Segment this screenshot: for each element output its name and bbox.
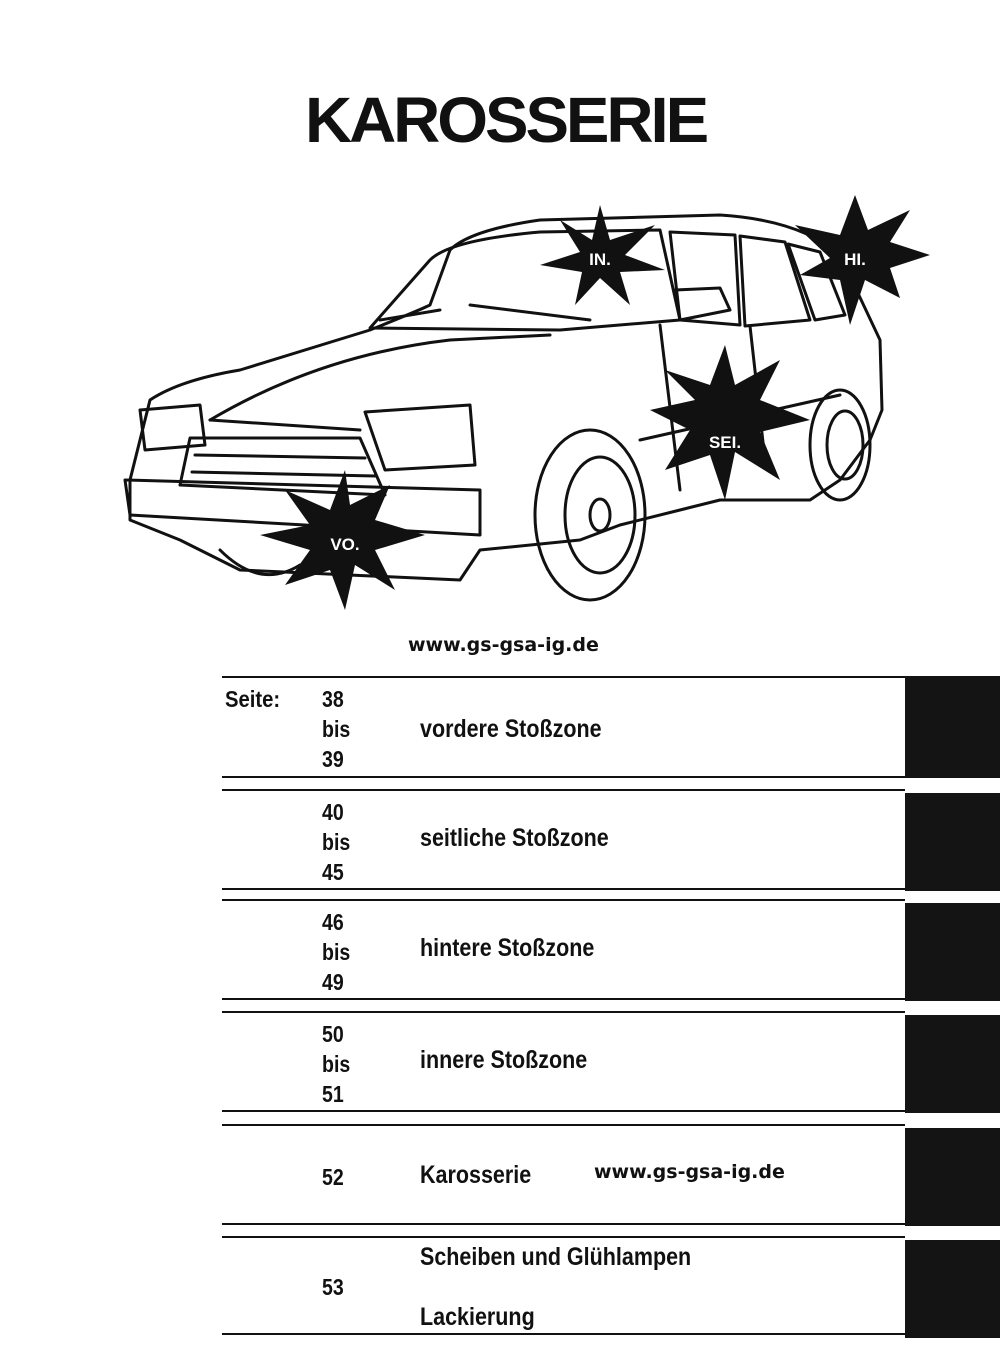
page-to: 51 bbox=[322, 1081, 344, 1107]
divider bbox=[222, 1236, 905, 1238]
page-number: 52 bbox=[322, 1164, 344, 1190]
car-illustration bbox=[120, 180, 940, 630]
divider bbox=[222, 1124, 905, 1126]
index-section-1 bbox=[0, 676, 1000, 780]
website-url: www.gs-gsa-ig.de bbox=[408, 634, 599, 656]
starburst-side bbox=[650, 345, 810, 500]
index-tab bbox=[905, 1128, 1000, 1226]
section-label: hintere Stoßzone bbox=[420, 934, 595, 962]
page-to: 49 bbox=[322, 969, 344, 995]
divider bbox=[222, 888, 905, 890]
zone-label-interior: IN. bbox=[589, 250, 611, 269]
page-number: 53 bbox=[322, 1274, 344, 1300]
page-from: 46 bbox=[322, 909, 344, 935]
bis-text: bis bbox=[322, 939, 351, 965]
zone-label-front: VO. bbox=[330, 535, 360, 554]
section-label-secondary: Lackierung bbox=[420, 1303, 535, 1331]
page-from: 38 bbox=[322, 686, 344, 712]
zone-label-side: SEI. bbox=[708, 433, 742, 452]
divider bbox=[222, 776, 905, 778]
index-tab bbox=[905, 903, 1000, 1001]
page-range bbox=[322, 907, 350, 997]
index-tab bbox=[905, 1240, 1000, 1338]
page-from: 50 bbox=[322, 1021, 344, 1047]
section-label: seitliche Stoßzone bbox=[420, 824, 609, 852]
index-tab bbox=[905, 793, 1000, 891]
website-url-inline: www.gs-gsa-ig.de bbox=[594, 1161, 785, 1183]
divider bbox=[222, 899, 905, 901]
divider bbox=[222, 1011, 905, 1013]
page-to: 45 bbox=[322, 859, 344, 885]
section-label: vordere Stoßzone bbox=[420, 715, 602, 743]
bis-text: bis bbox=[322, 1051, 351, 1077]
index-section-4 bbox=[0, 1011, 1000, 1115]
page-from: 40 bbox=[322, 799, 344, 825]
page-range bbox=[322, 684, 350, 774]
section-label: Karosserie bbox=[420, 1161, 532, 1189]
divider bbox=[222, 1110, 905, 1112]
page-range bbox=[322, 1019, 350, 1109]
index-tab bbox=[905, 1015, 1000, 1113]
page-title: KAROSSERIE bbox=[305, 84, 707, 156]
index-section-5 bbox=[0, 1124, 1000, 1228]
divider bbox=[222, 1333, 905, 1335]
index-section-2 bbox=[0, 789, 1000, 893]
divider bbox=[222, 789, 905, 791]
zone-label-rear: HI. bbox=[844, 250, 866, 269]
index-section-6 bbox=[0, 1236, 1000, 1340]
page-range bbox=[322, 797, 350, 887]
index-tab bbox=[905, 676, 1000, 778]
index-section-3 bbox=[0, 899, 1000, 1003]
section-label: innere Stoßzone bbox=[420, 1046, 588, 1074]
divider bbox=[222, 1223, 905, 1225]
divider bbox=[222, 998, 905, 1000]
divider bbox=[222, 676, 905, 678]
bis-text: bis bbox=[322, 716, 351, 742]
page-to: 39 bbox=[322, 746, 344, 772]
seite-label: Seite: bbox=[225, 686, 281, 712]
section-label: Scheiben und Glühlampen bbox=[420, 1243, 692, 1271]
bis-text: bis bbox=[322, 829, 351, 855]
